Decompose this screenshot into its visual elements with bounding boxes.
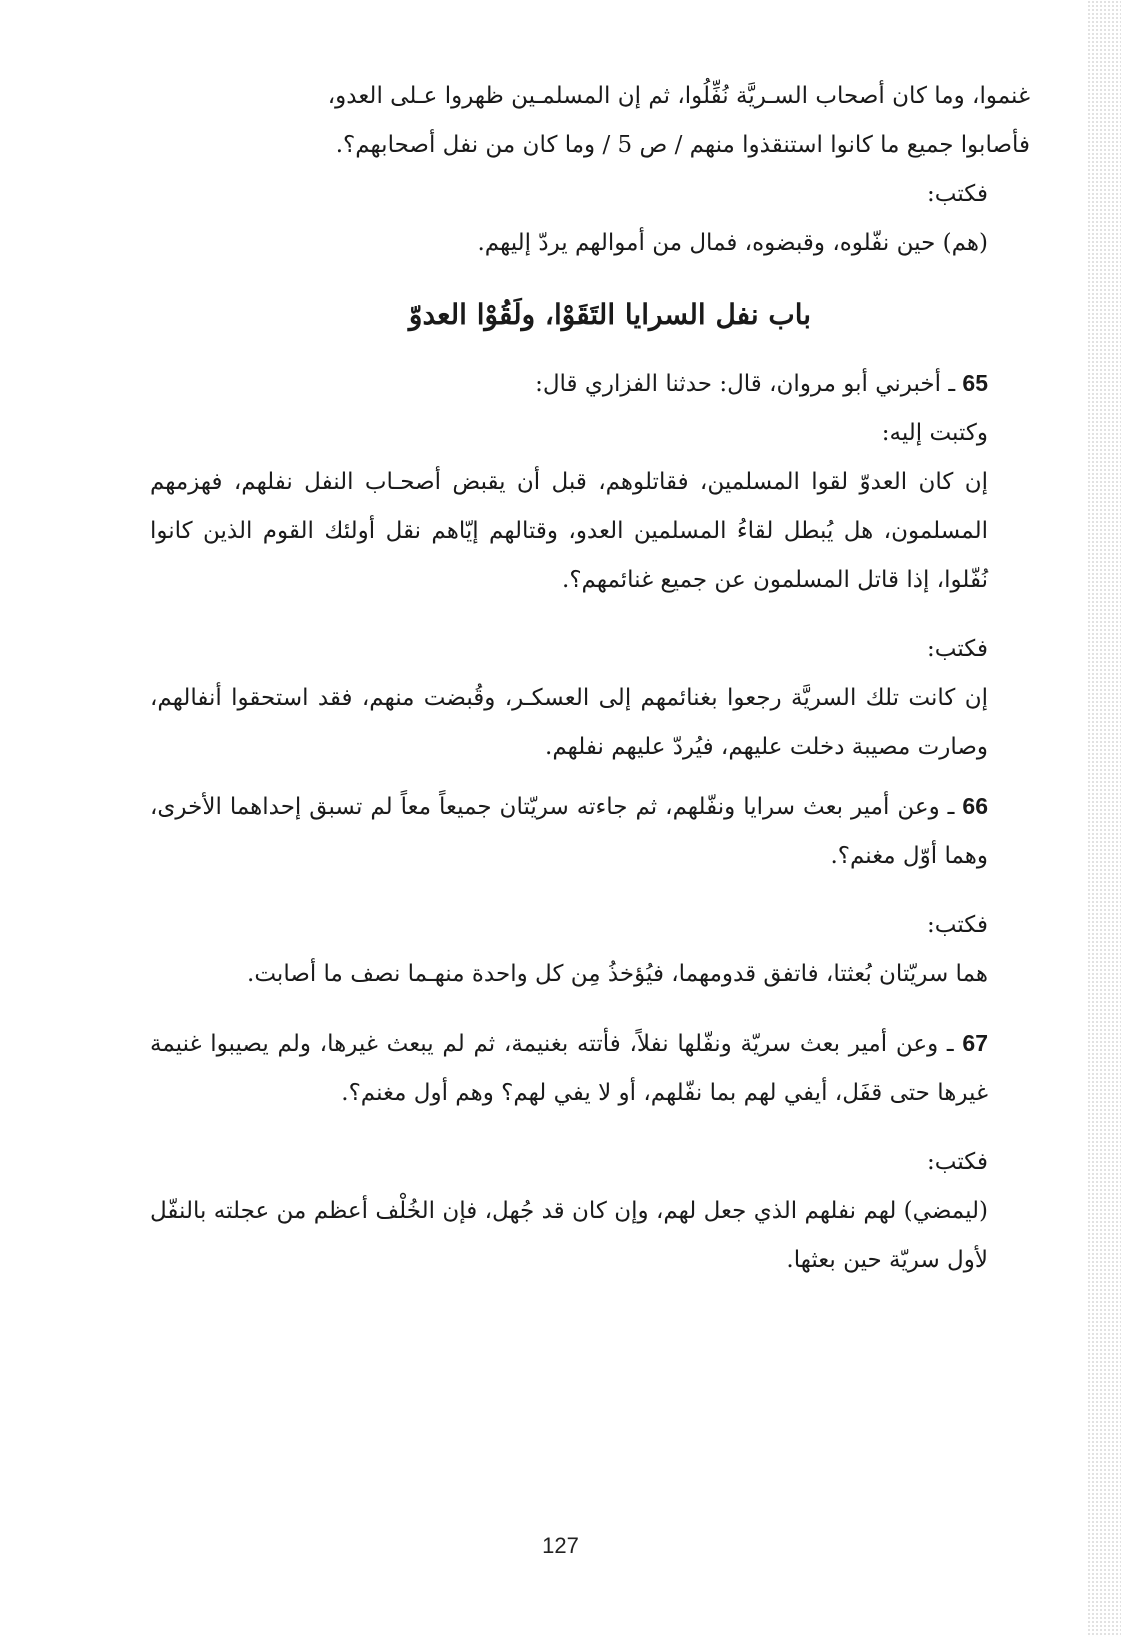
answer-label: فكتب: (927, 181, 988, 207)
item-number: 66 (962, 793, 988, 819)
item-number: 65 (962, 370, 988, 396)
item-65-wrote: وكتبت إليه: (881, 420, 988, 446)
answer-text: (ليمضي) لهم نفلهم الذي جعل لهم، وإن كان قد جُهل، فإن الخُلْف أعظم من عجلته بالنفّل لأول سريّة حين بعثها. (150, 1198, 988, 1273)
item-66 (150, 782, 1030, 881)
item-67 (150, 1019, 1030, 1118)
answer-label: فكتب: (927, 636, 988, 662)
document-body (150, 72, 1030, 1285)
item-number: 67 (962, 1030, 988, 1056)
item-65-question: إن كان العدوّ لقوا المسلمين، فقاتلوهم، قبل أن يقبض أصحـاب النفل نفلهم، فهزمهم المسلمون، هل يُبطل لقاءُ المسلمين العدو، وقتالهم إيّاهم نقل أولئك القوم الذين كانوا نُفّلوا، إذا قاتل المسلمون عن جميع غنائمهم؟. (150, 469, 988, 593)
intro-line-2: فأصابوا جميع ما كانوا استنقذوا منهم / ص 5 / وما كان من نفل أصحابهم؟. (335, 132, 1030, 158)
page-number: 127 (542, 1533, 579, 1558)
item-65-intro (150, 359, 1030, 409)
answer-label: فكتب: (927, 912, 988, 938)
intro-line-1: غنموا، وما كان أصحاب السـريَّة نُفِّلُوا، ثم إن المسلمـين ظهروا عـلى العدو، (327, 83, 1030, 109)
answer-text: (هم) حين نفّلوه، وقبضوه، فمال من أموالهم يردّ إليهم. (477, 230, 988, 256)
answer-text: هما سريّتان بُعثتا، فاتفق قدومهما، فيُؤخذُ مِن كل واحدة منهـما نصف ما أصابت. (247, 961, 988, 987)
item-intro-text: ـ أخبرني أبو مروان، قال: حدثنا الفزاري قال: (535, 371, 956, 397)
item-text: ـ وعن أمير بعث سريّة ونفّلها نفلاً، فأتته بغنيمة، ثم لم يبعث غيرها، ولم يصيبوا غنيمة غيرها حتى قفَل، أيفي لهم بما نفّلهم، أو لا يفي لهم؟ وهم أول مغنم؟. (150, 1031, 988, 1106)
chapter-heading: باب نفل السرايا التَقَوْا، ولَقُوْا العدوّ (408, 298, 812, 331)
answer-label: فكتب: (927, 1149, 988, 1175)
item-text: ـ وعن أمير بعث سرايا ونفّلهم، ثم جاءته سريّتان جميعاً معاً لم تسبق إحداهما الأخرى، وهما أوّل مغنم؟. (150, 794, 988, 869)
scan-edge-texture (1087, 0, 1121, 1636)
answer-text: إن كانت تلك السريَّة رجعوا بغنائمهم إلى العسكـر، وقُبضت منهم، فقد استحقوا أنفالهم، وصارت مصيبة دخلت عليهم، فيُردّ عليهم نفلهم. (150, 685, 988, 760)
